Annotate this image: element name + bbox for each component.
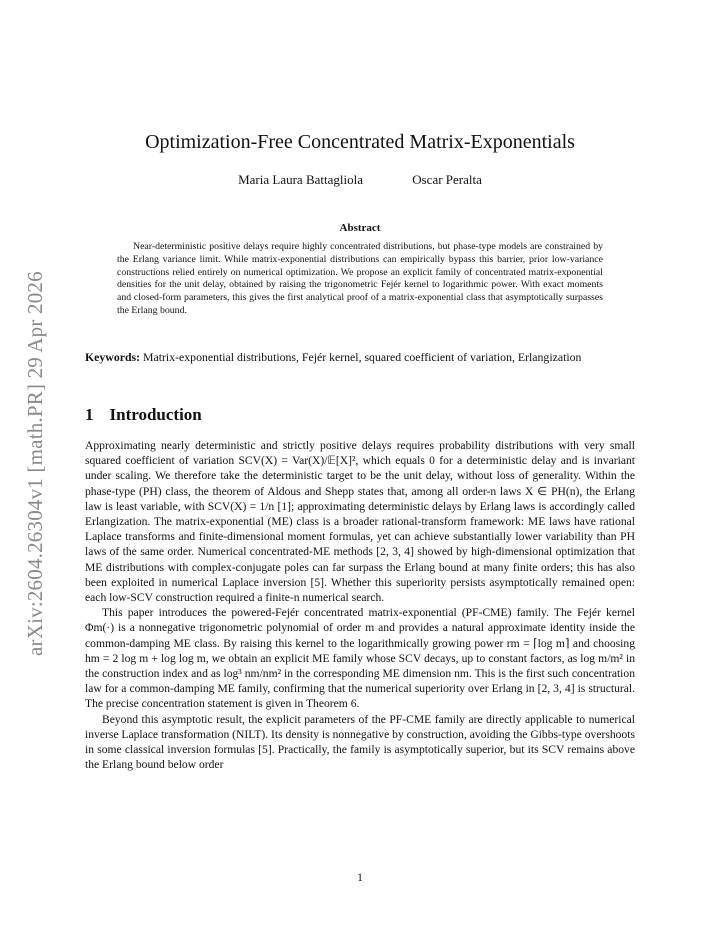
- arxiv-identifier: arXiv:2604.26304v1 [math.PR] 29 Apr 2026: [23, 271, 47, 656]
- author-list: [85, 172, 635, 188]
- body-paragraph: Beyond this asymptotic result, the explicit parameters of the PF-CME family are directly applicable to numerical inverse Laplace transformation (NILT). Its density is nonnegative by construction, avoiding the Gibbs-type overshoots in some classical inversion formulas [5]. Practically, the family is asymptotically superior, but its SCV remains above the Erlang bound below order: [85, 712, 635, 772]
- author-name: Maria Laura Battagliola: [238, 172, 363, 187]
- body-paragraph: Approximating nearly deterministic and strictly positive delays requires probability distributions with very small squared coefficient of variation SCV(X) = Var(X)/𝔼[X]², which equals 0 for a deterministic delay and is invariant under scaling. We therefore take the deterministic target to be the unit delay, without loss of generality. Within the phase-type (PH) class, the theorem of Aldous and Shepp states that, among all order-n laws X ∈ PH(n), the Erlang law is least variable, with SCV(X) = 1/n [1]; approximating deterministic delays by Erlang laws is accordingly called Erlangization. The matrix-exponential (ME) class is a broader rational-transform framework: ME laws have rational Laplace transforms and finite-dimensional moment formulas, yet can achieve substantially lower variability than PH laws of the same order. Numerical concentrated-ME methods [2, 3, 4] showed by high-dimensional optimization that ME distributions with complex-conjugate poles can far surpass the Erlang bound at many finite orders; this has also been exploited in numerical Laplace inversion [5]. Whether this superiority persists asymptotically remained open: each low-SCV construction required a finite-n numerical search.: [85, 439, 635, 605]
- abstract-heading: Abstract: [339, 222, 381, 234]
- page-number: 1: [357, 872, 363, 884]
- section-heading: [85, 405, 202, 425]
- section-number: 1: [85, 405, 94, 424]
- author-name: Oscar Peralta: [412, 172, 482, 187]
- paper-title: Optimization-Free Concentrated Matrix-Exponentials: [145, 131, 575, 153]
- abstract-text: Near-deterministic positive delays require highly concentrated distributions, but phase-type models are constrained by the Erlang variance limit. While matrix-exponential distributions can empirically bypass this barrier, prior low-variance constructions relied entirely on numerical optimization. We propose an explicit family of concentrated matrix-exponential densities for the unit delay, obtained by raising the trigonometric Fejér kernel to logarithmic power. With exact moments and closed-form parameters, this gives the first analytical proof of a matrix-exponential class that asymptotically surpasses the Erlang bound.: [117, 241, 603, 316]
- keywords: [85, 350, 635, 365]
- body-paragraph: This paper introduces the powered-Fejér concentrated matrix-exponential (PF-CME) family. The Fejér kernel Φm(·) is a nonnegative trigonometric polynomial of order m and provides a natural approximate identity inside the common-damping ME class. By raising this kernel to the logarithmically growing power rm = ⌈log m⌉ and choosing hm = 2 log m + log log m, we obtain an explicit ME family whose SCV decays, up to constant factors, as log m/m² in the construction index and as log³ nm/nm² in the corresponding ME dimension nm. This is the first such concentration law for a common-damping ME family, confirming that the numerical superiority over Erlang in [2, 3, 4] is structural. The precise concentration statement is given in Theorem 6.: [85, 606, 635, 711]
- section-body: [85, 438, 635, 772]
- section-title: Introduction: [109, 405, 202, 424]
- keywords-text: Matrix-exponential distributions, Fejér kernel, squared coefficient of variation, Erlangization: [143, 350, 582, 364]
- keywords-label: Keywords:: [85, 350, 141, 364]
